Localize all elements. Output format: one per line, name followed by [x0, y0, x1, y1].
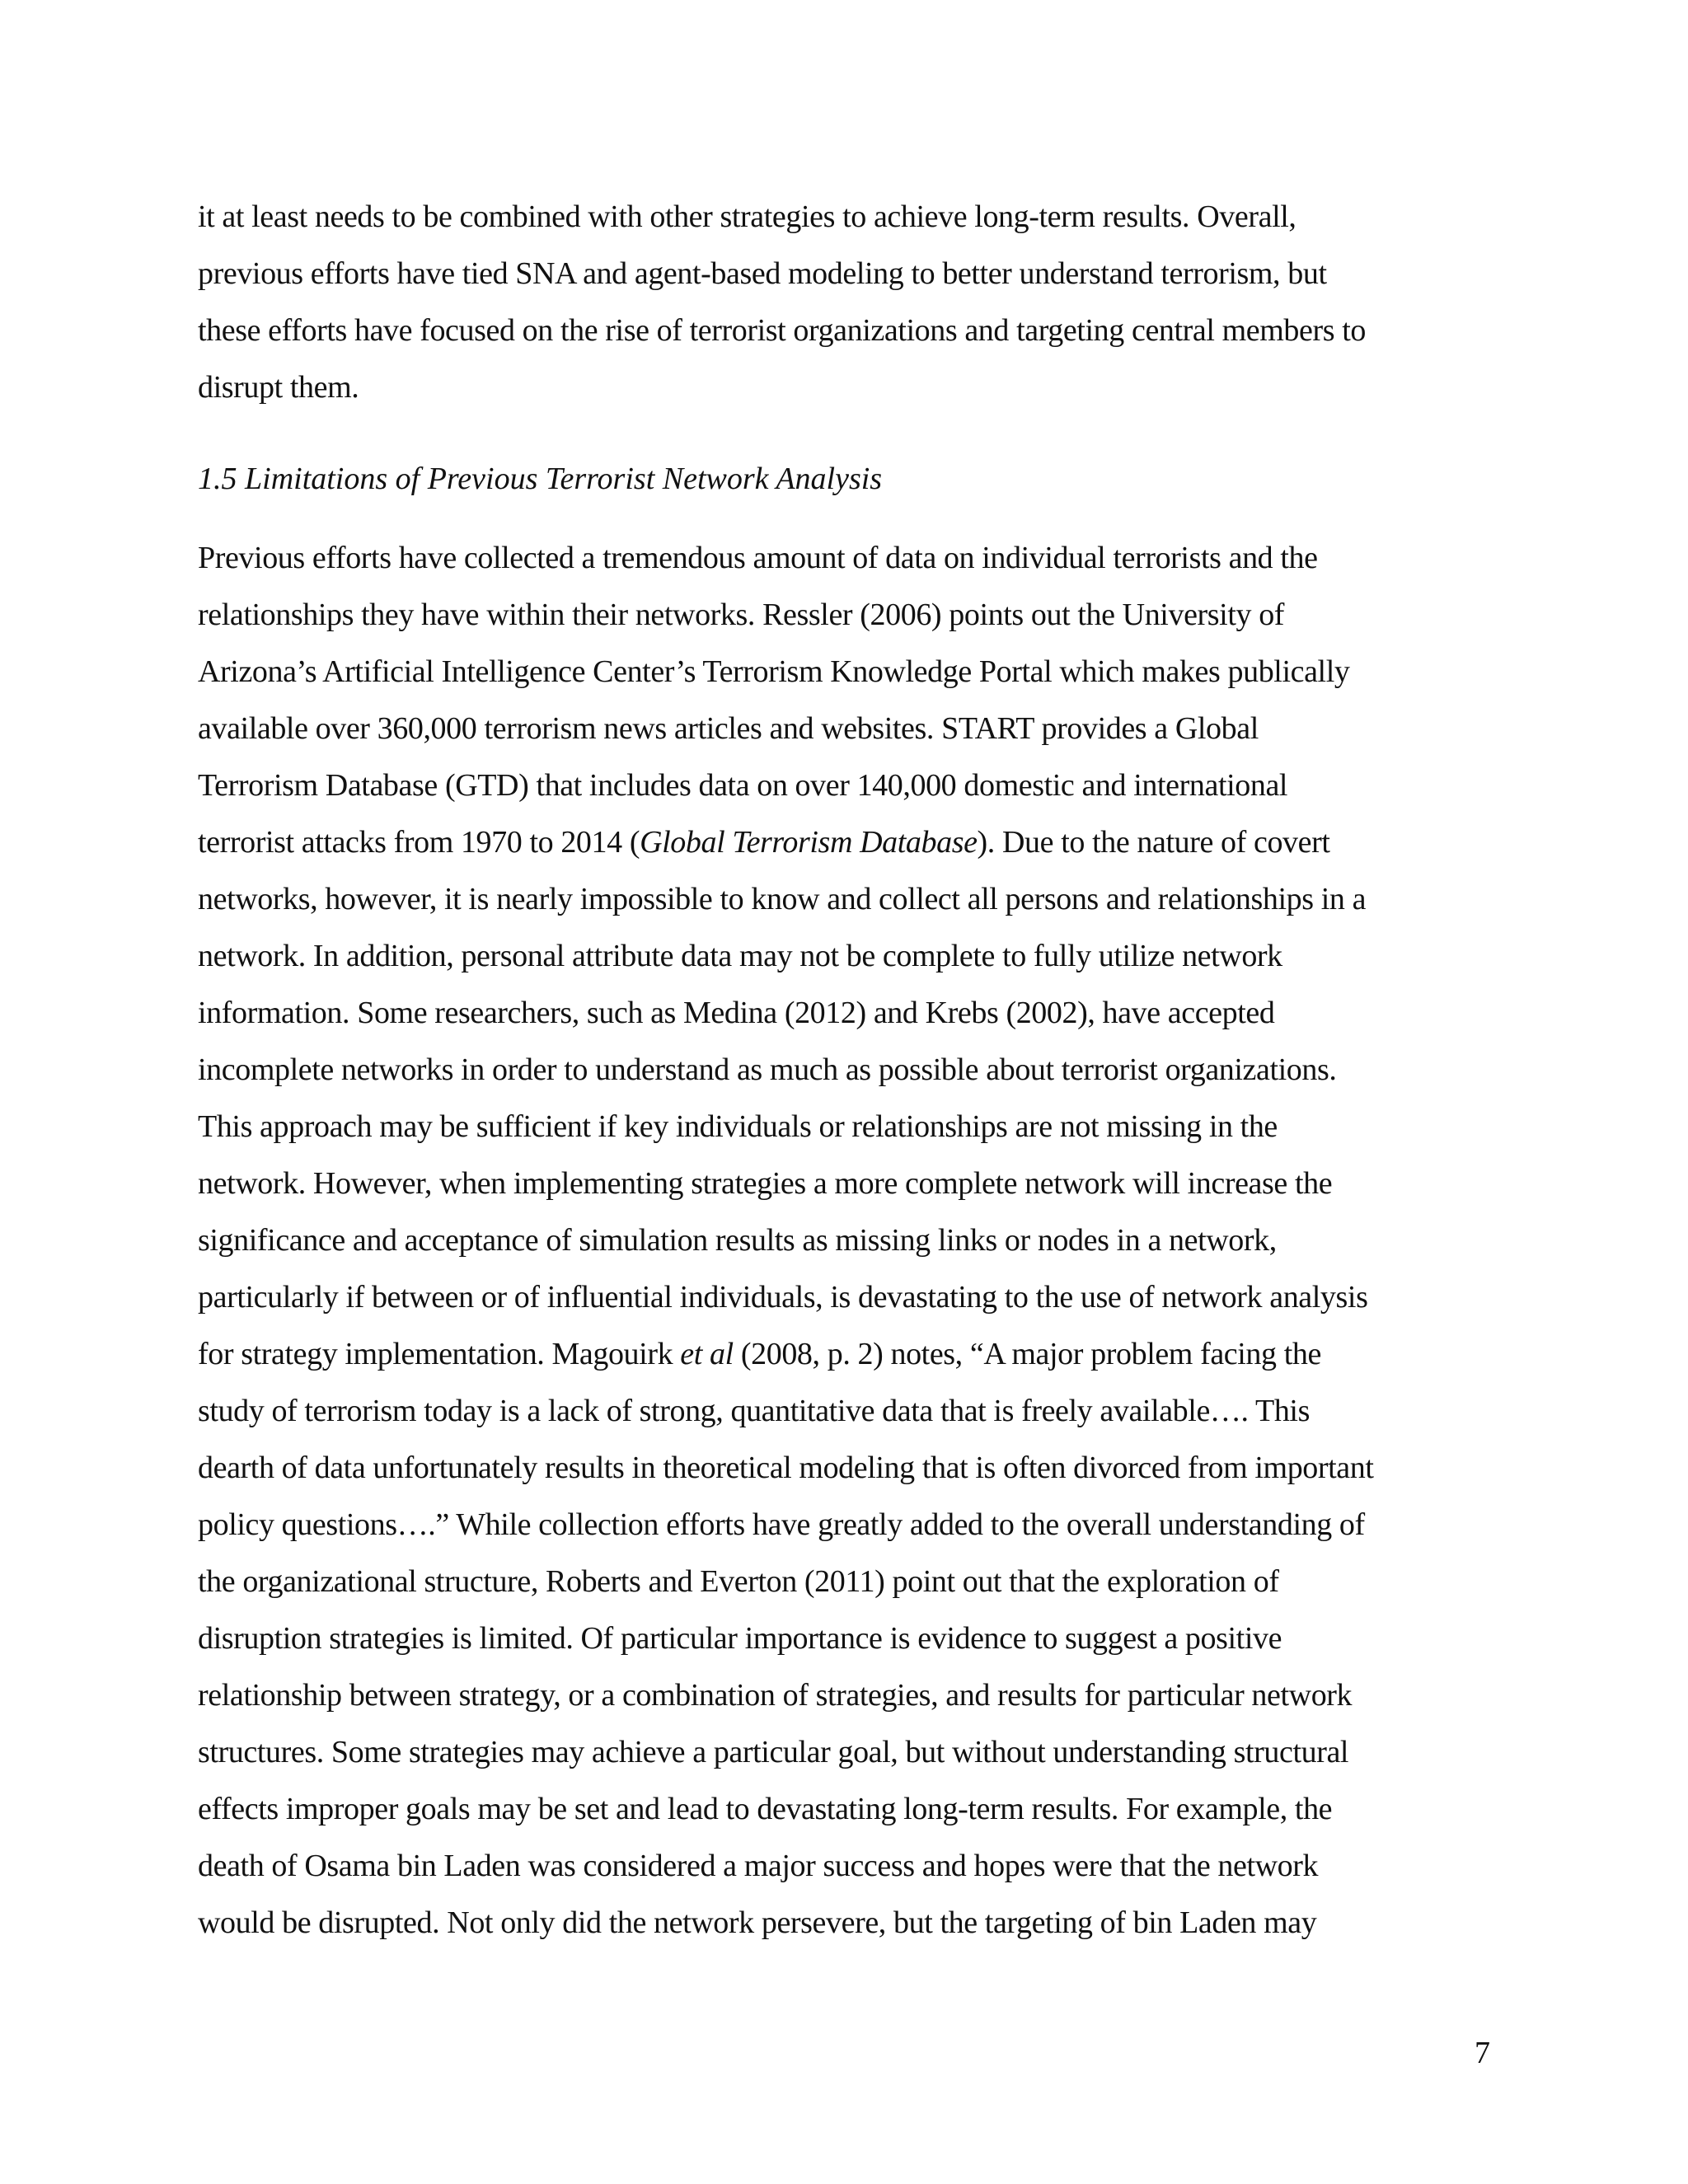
paragraph-2-line-1: Previous efforts have collected a tremendous amount of data on individual terrorists and the: [198, 541, 1318, 575]
paragraph-2-line-10: incomplete networks in order to understand as much as possible about terrorist organizations.: [198, 1052, 1337, 1087]
line-15-text-before: for strategy implementation. Magouirk: [198, 1337, 681, 1371]
paragraph-2-line-7: networks, however, it is nearly impossible to know and collect all persons and relationships in a: [198, 882, 1367, 916]
paragraph-1-line-2: previous efforts have tied SNA and agent-based modeling to better understand terrorism, but: [198, 256, 1327, 291]
page-number: 7: [1475, 2036, 1490, 2070]
paragraph-2-line-23: effects improper goals may be set and lead to devastating long-term results. For example, the: [198, 1792, 1333, 1826]
paragraph-2-line-17: dearth of data unfortunately results in theoretical modeling that is often divorced from important: [198, 1451, 1374, 1485]
paragraph-1-line-4: disrupt them.: [198, 370, 359, 405]
et-al-italic: et al: [680, 1337, 734, 1371]
paragraph-2-line-19: the organizational structure, Roberts and Everton (2011) point out that the exploration of: [198, 1564, 1279, 1599]
paragraph-2-line-13: significance and acceptance of simulation results as missing links or nodes in a network,: [198, 1223, 1277, 1258]
paragraph-2-line-11: This approach may be sufficient if key individuals or relationships are not missing in the: [198, 1109, 1278, 1144]
paragraph-2-line-20: disruption strategies is limited. Of particular importance is evidence to suggest a positive: [198, 1621, 1282, 1656]
line-15-text-after: (2008, p. 2) notes, “A major problem facing the: [733, 1337, 1321, 1371]
paragraph-2-line-9: information. Some researchers, such as Medina (2012) and Krebs (2002), have accepted: [198, 996, 1275, 1030]
paragraph-2-line-18: policy questions….” While collection efforts have greatly added to the overall understanding of: [198, 1507, 1365, 1542]
line-6-text-before: terrorist attacks from 1970 to 2014 (: [198, 825, 640, 860]
paragraph-2-line-6: [198, 823, 1330, 861]
paragraph-2-line-8: network. In addition, personal attribute data may not be complete to fully utilize network: [198, 939, 1282, 973]
paragraph-2-line-22: structures. Some strategies may achieve a particular goal, but without understanding structural: [198, 1735, 1349, 1769]
paragraph-2-line-16: study of terrorism today is a lack of strong, quantitative data that is freely available…. This: [198, 1394, 1310, 1428]
paragraph-2-line-12: network. However, when implementing strategies a more complete network will increase the: [198, 1166, 1333, 1201]
paragraph-1-line-3: these efforts have focused on the rise of terrorist organizations and targeting central members to: [198, 313, 1366, 348]
paragraph-2-line-21: relationship between strategy, or a combination of strategies, and results for particular network: [198, 1678, 1353, 1713]
paragraph-2-line-15: [198, 1335, 1321, 1373]
paragraph-2-line-4: available over 360,000 terrorism news articles and websites. START provides a Global: [198, 711, 1259, 746]
section-heading: 1.5 Limitations of Previous Terrorist Network Analysis: [198, 462, 883, 496]
paragraph-2-line-25: would be disrupted. Not only did the network persevere, but the targeting of bin Laden may: [198, 1905, 1317, 1940]
paragraph-2-line-2: relationships they have within their networks. Ressler (2006) points out the University of: [198, 598, 1285, 632]
paragraph-2-line-14: particularly if between or of influential individuals, is devastating to the use of network analysis: [198, 1280, 1368, 1315]
gtd-citation-italic: Global Terrorism Database: [640, 825, 978, 860]
paragraph-2-line-3: Arizona’s Artificial Intelligence Center’s Terrorism Knowledge Portal which makes publically: [198, 654, 1350, 689]
paragraph-1-line-1: it at least needs to be combined with other strategies to achieve long-term results. Overall,: [198, 199, 1296, 234]
paragraph-2-line-5: Terrorism Database (GTD) that includes data on over 140,000 domestic and international: [198, 768, 1288, 803]
paragraph-2-line-24: death of Osama bin Laden was considered a major success and hopes were that the network: [198, 1849, 1319, 1883]
line-6-text-after: ). Due to the nature of covert: [977, 825, 1330, 860]
